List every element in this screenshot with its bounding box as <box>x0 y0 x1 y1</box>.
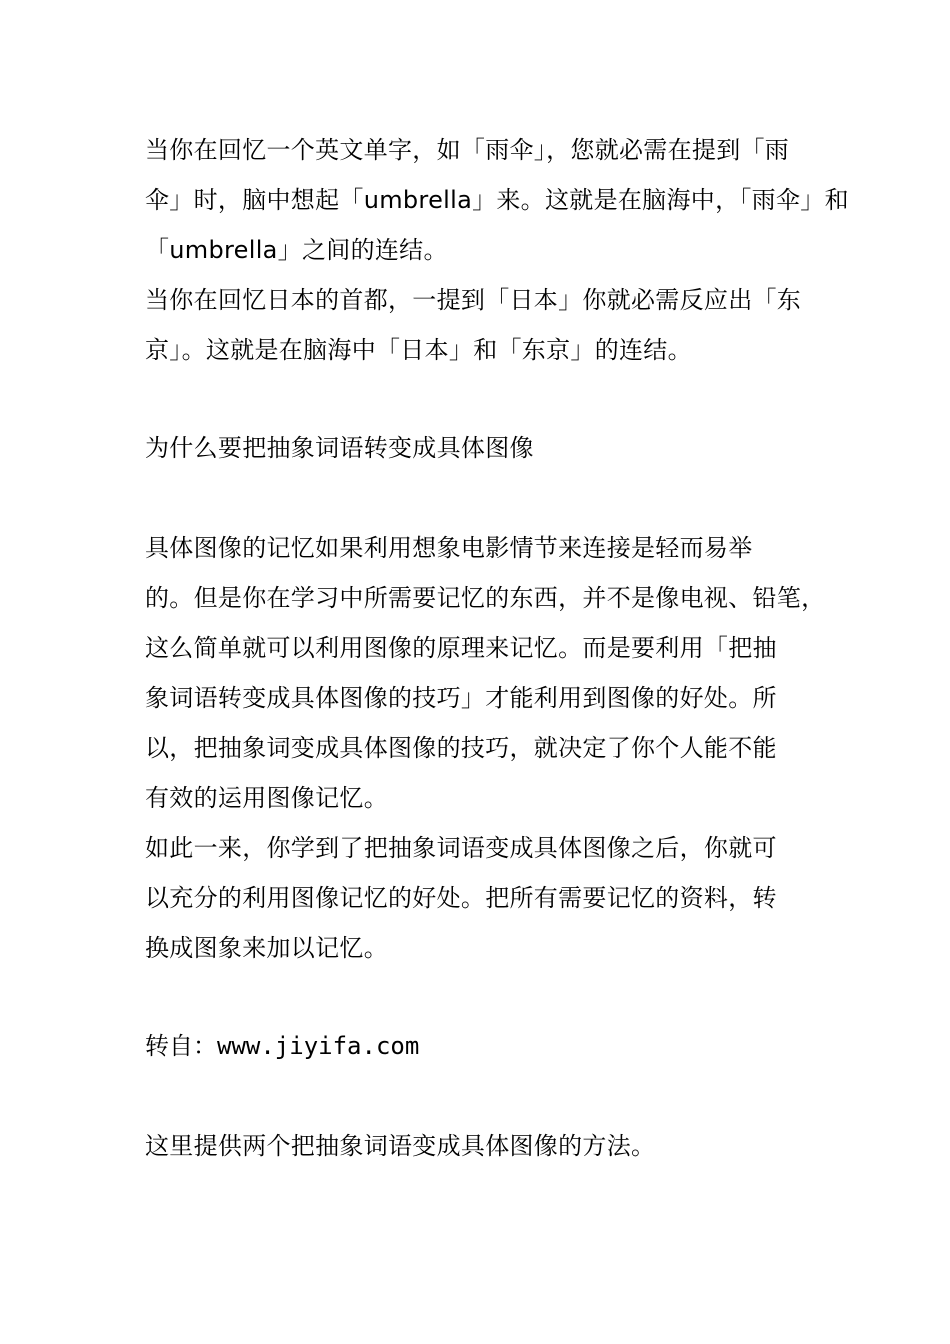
paragraph-3-line-3: 这么简单就可以利用图像的原理来记忆。而是要利用「把抽 <box>145 634 777 662</box>
section-heading: 为什么要把抽象词语转变成具体图像 <box>145 434 534 462</box>
paragraph-2-line-2: 京」。这就是在脑海中「日本」和「东京」的连结。 <box>145 336 692 364</box>
paragraph-3-line-5: 以，把抽象词变成具体图像的技巧，就决定了你个人能不能 <box>145 734 777 762</box>
closing-line: 这里提供两个把抽象词语变成具体图像的方法。 <box>145 1132 656 1160</box>
paragraph-4-line-3: 换成图象来加以记忆。 <box>145 934 388 962</box>
source-attribution: 转自：www.jiyifa.com <box>145 1032 420 1060</box>
paragraph-4-line-2: 以充分的利用图像记忆的好处。把所有需要记忆的资料，转 <box>145 884 777 912</box>
paragraph-3-line-4: 象词语转变成具体图像的技巧」才能利用到图像的好处。所 <box>145 684 777 712</box>
paragraph-3-line-1: 具体图像的记忆如果利用想象电影情节来连接是轻而易举 <box>145 534 753 562</box>
paragraph-4-line-1: 如此一来，你学到了把抽象词语变成具体图像之后，你就可 <box>145 834 777 862</box>
paragraph-1-line-2: 伞」时，脑中想起「umbrella」来。这就是在脑海中，「雨伞」和 <box>145 186 849 214</box>
paragraph-1-line-1: 当你在回忆一个英文单字，如「雨伞」，您就必需在提到「雨 <box>145 136 790 164</box>
paragraph-1-line-3: 「umbrella」之间的连结。 <box>145 236 448 264</box>
paragraph-3-line-2: 的。但是你在学习中所需要记忆的东西，并不是像电视、铅笔， <box>145 584 826 612</box>
paragraph-3-line-6: 有效的运用图像记忆。 <box>145 784 388 812</box>
paragraph-2-line-1: 当你在回忆日本的首都，一提到「日本」你就必需反应出「东 <box>145 286 802 314</box>
